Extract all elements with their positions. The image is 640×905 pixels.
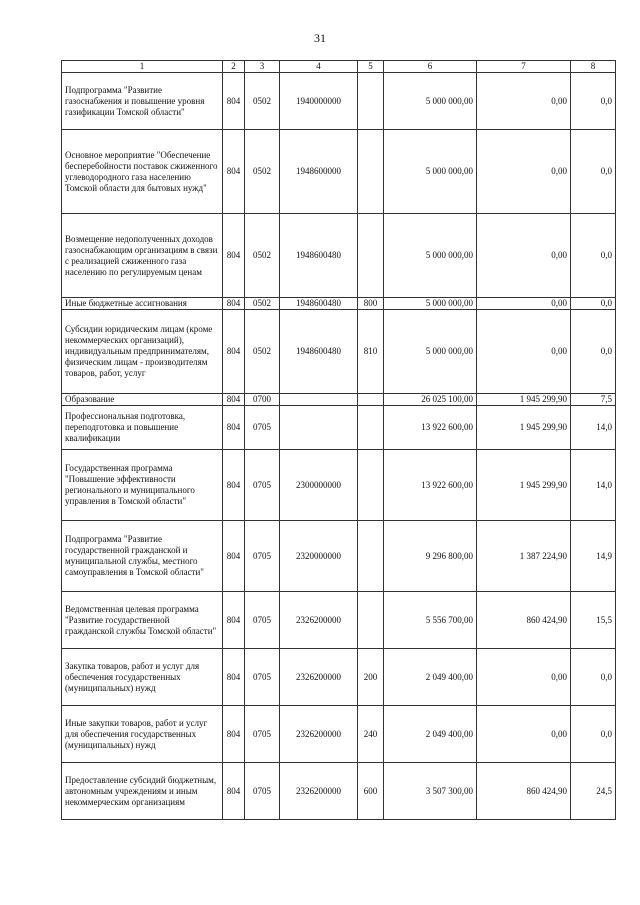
row-name: Подпрограмма "Развитие газоснабжения и повышение уровня газификации Томской области" [62,73,223,130]
row-ministry-code: 804 [223,450,245,521]
row-section-code: 0705 [245,763,280,820]
row-target-code [280,394,358,406]
row-percent: 0,0 [571,214,616,298]
row-expense-type [358,406,384,450]
header-col-2: 2 [223,61,245,73]
row-expense-type: 810 [358,310,384,394]
row-name: Закупка товаров, работ и услуг для обеспечения государственных (муниципальных) нужд [62,649,223,706]
table-row [62,73,616,130]
row-ministry-code: 804 [223,592,245,649]
row-percent: 15,5 [571,592,616,649]
row-section-code: 0705 [245,450,280,521]
row-plan-amount: 26 025 100,00 [384,394,477,406]
row-percent: 14,9 [571,521,616,592]
row-target-code: 2326200000 [280,649,358,706]
header-row [62,61,616,73]
row-section-code: 0705 [245,706,280,763]
row-target-code: 1940000000 [280,73,358,130]
row-actual-amount: 0,00 [477,649,571,706]
row-name: Предоставление субсидий бюджетным, автономным учреждениям и иным некоммерческим организациям [62,763,223,820]
row-plan-amount: 13 922 600,00 [384,450,477,521]
row-section-code: 0705 [245,406,280,450]
row-name: Иные бюджетные ассигнования [62,298,223,310]
row-name: Государственная программа "Повышение эффективности регионального и муниципального управления в Томской области" [62,450,223,521]
row-plan-amount: 5 556 700,00 [384,592,477,649]
row-ministry-code: 804 [223,521,245,592]
row-plan-amount: 9 296 800,00 [384,521,477,592]
row-target-code: 2326200000 [280,706,358,763]
row-expense-type [358,214,384,298]
row-expense-type: 200 [358,649,384,706]
row-expense-type [358,73,384,130]
row-target-code: 2326200000 [280,592,358,649]
row-section-code: 0502 [245,73,280,130]
header-col-4: 4 [280,61,358,73]
row-target-code: 2326200000 [280,763,358,820]
row-actual-amount: 0,00 [477,706,571,763]
row-ministry-code: 804 [223,130,245,214]
row-expense-type [358,521,384,592]
row-expense-type: 240 [358,706,384,763]
row-expense-type [358,450,384,521]
table-row [62,450,616,521]
row-target-code: 1948600000 [280,130,358,214]
header-col-1: 1 [62,61,223,73]
row-percent: 0,0 [571,298,616,310]
row-target-code [280,406,358,450]
budget-table [61,60,616,820]
row-name: Основное мероприятие "Обеспечение бесперебойности поставок сжиженного углеводородного газа населению Томской области для бытовых нужд" [62,130,223,214]
row-actual-amount: 1 945 299,90 [477,394,571,406]
table-row [62,521,616,592]
row-section-code: 0705 [245,649,280,706]
table-row [62,592,616,649]
row-expense-type [358,394,384,406]
row-name: Иные закупки товаров, работ и услуг для обеспечения государственных (муниципальных) нужд [62,706,223,763]
header-col-6: 6 [384,61,477,73]
row-actual-amount: 1 945 299,90 [477,406,571,450]
row-name: Образование [62,394,223,406]
row-section-code: 0705 [245,592,280,649]
row-percent: 0,0 [571,706,616,763]
row-actual-amount: 1 945 299,90 [477,450,571,521]
row-actual-amount: 0,00 [477,214,571,298]
row-plan-amount: 5 000 000,00 [384,73,477,130]
row-actual-amount: 0,00 [477,298,571,310]
row-name: Субсидии юридическим лицам (кроме некоммерческих организаций), индивидуальным предпринимателям, физическим лицам - производителям товаров, работ, услуг [62,310,223,394]
table-row [62,130,616,214]
row-percent: 0,0 [571,649,616,706]
row-expense-type [358,592,384,649]
table-row [62,310,616,394]
row-section-code: 0502 [245,130,280,214]
row-plan-amount: 13 922 600,00 [384,406,477,450]
row-section-code: 0502 [245,214,280,298]
row-expense-type: 600 [358,763,384,820]
row-percent: 7,5 [571,394,616,406]
row-ministry-code: 804 [223,73,245,130]
row-ministry-code: 804 [223,706,245,763]
row-plan-amount: 5 000 000,00 [384,298,477,310]
row-ministry-code: 804 [223,298,245,310]
row-plan-amount: 2 049 400,00 [384,706,477,763]
table-row [62,763,616,820]
row-target-code: 2320000000 [280,521,358,592]
row-section-code: 0705 [245,521,280,592]
row-ministry-code: 804 [223,394,245,406]
header-col-3: 3 [245,61,280,73]
row-plan-amount: 5 000 000,00 [384,214,477,298]
row-percent: 0,0 [571,130,616,214]
row-plan-amount: 5 000 000,00 [384,310,477,394]
header-col-7: 7 [477,61,571,73]
table-row [62,406,616,450]
row-percent: 14,0 [571,406,616,450]
row-actual-amount: 860 424,90 [477,763,571,820]
row-section-code: 0700 [245,394,280,406]
row-target-code: 2300000000 [280,450,358,521]
row-expense-type [358,130,384,214]
row-expense-type: 800 [358,298,384,310]
row-ministry-code: 804 [223,649,245,706]
row-plan-amount: 2 049 400,00 [384,649,477,706]
row-actual-amount: 0,00 [477,73,571,130]
row-name: Ведомственная целевая программа "Развитие государственной гражданской службы Томской области" [62,592,223,649]
row-name: Возмещение недополученных доходов газоснабжающим организациям в связи с реализацией сжиженного газа населению по регулируемым ценам [62,214,223,298]
table-row [62,298,616,310]
table-row [62,649,616,706]
row-name: Подпрограмма "Развитие государственной гражданской и муниципальной службы, местного самоуправления в Томской области" [62,521,223,592]
row-target-code: 1948600480 [280,298,358,310]
page-number: 31 [314,31,326,45]
row-actual-amount: 860 424,90 [477,592,571,649]
row-ministry-code: 804 [223,406,245,450]
row-plan-amount: 5 000 000,00 [384,130,477,214]
row-actual-amount: 0,00 [477,310,571,394]
row-percent: 24,5 [571,763,616,820]
row-ministry-code: 804 [223,763,245,820]
header-col-5: 5 [358,61,384,73]
row-percent: 0,0 [571,310,616,394]
row-target-code: 1948600480 [280,214,358,298]
row-name: Профессиональная подготовка, переподготовка и повышение квалификации [62,406,223,450]
row-actual-amount: 0,00 [477,130,571,214]
row-target-code: 1948600480 [280,310,358,394]
table-row [62,706,616,763]
table-row [62,214,616,298]
row-percent: 14,0 [571,450,616,521]
row-section-code: 0502 [245,298,280,310]
header-col-8: 8 [571,61,616,73]
table-row [62,394,616,406]
row-percent: 0,0 [571,73,616,130]
row-section-code: 0502 [245,310,280,394]
row-ministry-code: 804 [223,214,245,298]
row-plan-amount: 3 507 300,00 [384,763,477,820]
row-ministry-code: 804 [223,310,245,394]
row-actual-amount: 1 387 224,90 [477,521,571,592]
